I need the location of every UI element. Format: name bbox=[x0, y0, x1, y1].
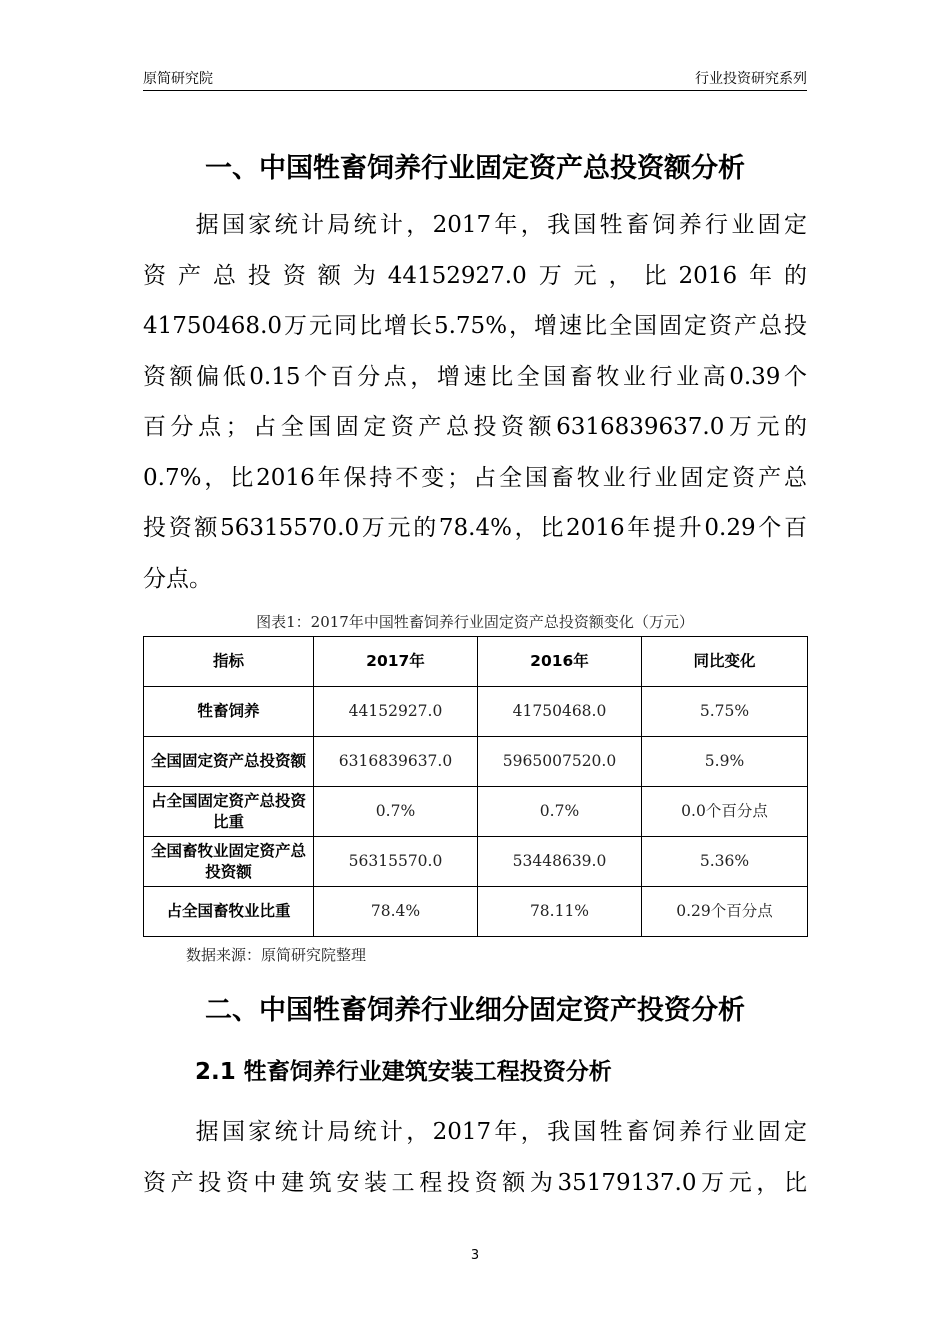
table-cell: 78.11% bbox=[478, 887, 642, 937]
page-header bbox=[143, 66, 807, 91]
row-label: 牲畜饲养 bbox=[144, 687, 314, 737]
paragraph-line: 据国家统计局统计，2017年，我国牲畜饲养行业固定 bbox=[143, 1119, 807, 1145]
section2-paragraph bbox=[143, 1107, 807, 1208]
row-label: 占全国固定资产总投资比重 bbox=[144, 787, 314, 837]
paragraph-line: 41750468.0万元同比增长5.75%，增速比全国固定资产总投 bbox=[143, 313, 807, 339]
table-cell: 44152927.0 bbox=[314, 687, 478, 737]
column-header: 同比变化 bbox=[642, 637, 808, 687]
table-cell: 6316839637.0 bbox=[314, 737, 478, 787]
investment-table bbox=[143, 636, 808, 937]
table-row bbox=[144, 687, 808, 737]
table-source-note: 数据来源：原简研究院整理 bbox=[186, 946, 367, 964]
section2-title: 二、中国牲畜饲养行业细分固定资产投资分析 bbox=[205, 995, 745, 1026]
table-cell: 0.0个百分点 bbox=[642, 787, 808, 837]
paragraph-line: 据国家统计局统计，2017年，我国牲畜饲养行业固定 bbox=[143, 212, 807, 238]
row-label: 全国畜牧业固定资产总投资额 bbox=[144, 837, 314, 887]
table-cell: 41750468.0 bbox=[478, 687, 642, 737]
table-caption: 图表1：2017年中国牲畜饲养行业固定资产总投资额变化（万元） bbox=[256, 613, 694, 631]
table-cell: 53448639.0 bbox=[478, 837, 642, 887]
column-header: 2017年 bbox=[314, 637, 478, 687]
table-row bbox=[144, 887, 808, 937]
table-row bbox=[144, 837, 808, 887]
paragraph-line: 分点。 bbox=[143, 565, 212, 592]
paragraph-line: 百分点；占全国固定资产总投资额6316839637.0万元的 bbox=[143, 414, 807, 440]
table-cell: 0.29个百分点 bbox=[642, 887, 808, 937]
paragraph-line: 资产总投资额为44152927.0万元，比2016年的 bbox=[143, 262, 807, 289]
section1-title: 一、中国牲畜饲养行业固定资产总投资额分析 bbox=[205, 153, 745, 184]
table-header-row bbox=[144, 637, 808, 687]
paragraph-line: 资额偏低0.15个百分点，增速比全国畜牧业行业高0.39个 bbox=[143, 363, 807, 390]
header-org-name: 原简研究院 bbox=[143, 71, 213, 87]
paragraph-line: 0.7%，比2016年保持不变；占全国畜牧业行业固定资产总 bbox=[143, 464, 807, 491]
table-cell: 78.4% bbox=[314, 887, 478, 937]
table-cell: 56315570.0 bbox=[314, 837, 478, 887]
header-series-name: 行业投资研究系列 bbox=[695, 71, 807, 87]
page-number: 3 bbox=[470, 1248, 480, 1263]
table-cell: 5.36% bbox=[642, 837, 808, 887]
subsection-title: 2.1 牲畜饲养行业建筑安装工程投资分析 bbox=[195, 1059, 612, 1085]
table-cell: 0.7% bbox=[314, 787, 478, 837]
table-cell: 5965007520.0 bbox=[478, 737, 642, 787]
table-cell: 5.9% bbox=[642, 737, 808, 787]
table-cell: 0.7% bbox=[478, 787, 642, 837]
section1-paragraph bbox=[143, 200, 807, 604]
row-label: 占全国畜牧业比重 bbox=[144, 887, 314, 937]
column-header: 指标 bbox=[144, 637, 314, 687]
table-row bbox=[144, 787, 808, 837]
row-label: 全国固定资产总投资额 bbox=[144, 737, 314, 787]
table-cell: 5.75% bbox=[642, 687, 808, 737]
table-row bbox=[144, 737, 808, 787]
paragraph-line: 投资额56315570.0万元的78.4%，比2016年提升0.29个百 bbox=[143, 515, 807, 541]
column-header: 2016年 bbox=[478, 637, 642, 687]
paragraph-line: 资产投资中建筑安装工程投资额为35179137.0万元，比 bbox=[143, 1169, 807, 1196]
